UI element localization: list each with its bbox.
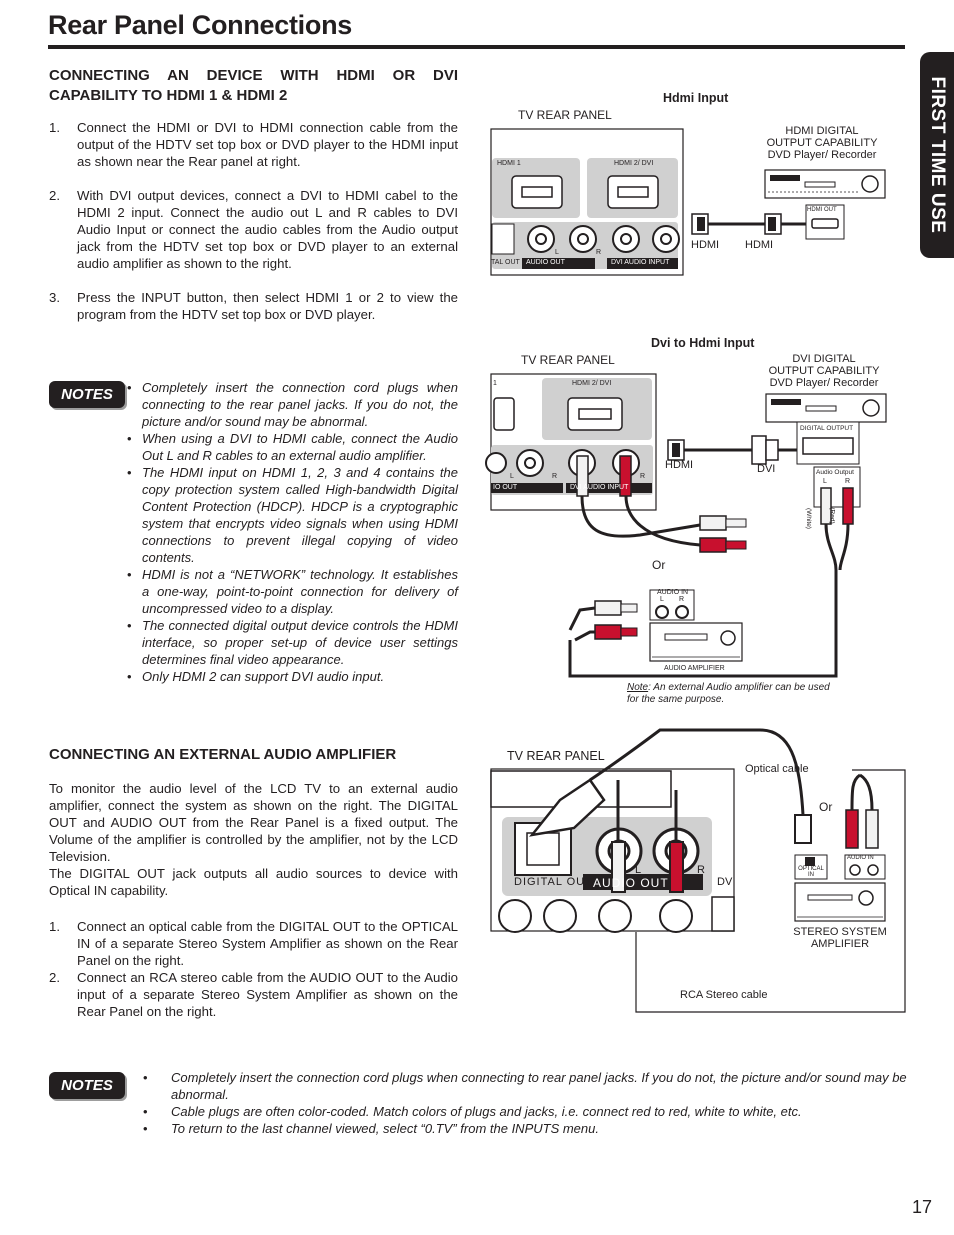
jack-l-label: L [660, 596, 664, 603]
white-label: (White) [804, 508, 812, 529]
digital-out-label: DIGITAL OUT [514, 876, 593, 888]
step-number: 1. [49, 919, 60, 934]
stereo-amplifier-caption [780, 926, 900, 950]
jack-l-label: L [510, 473, 514, 480]
jack-r-label: R [552, 473, 558, 480]
hdmi-plug-label: HDMI [691, 239, 720, 251]
red-label: (Red) [828, 507, 836, 524]
step-text: Connect an optical cable from the DIGITAL OUT to the OPTICAL IN of a separate Stereo System Amplifier as shown on the Rear Panel on the right. [77, 919, 458, 968]
dvi-diagram-title: Dvi to Hdmi Input [651, 336, 755, 350]
jack-l-label: L [635, 864, 642, 876]
bullet: • [143, 1104, 148, 1119]
hdmi-out-label: HDMI OUT [807, 207, 837, 213]
step-number: 2. [49, 188, 60, 203]
jack-r-label: R [679, 596, 685, 603]
amp-section-heading: CONNECTING AN EXTERNAL AUDIO AMPLIFIER [49, 746, 397, 763]
hdmi-diagram-title: Hdmi Input [663, 91, 729, 105]
caption-line: DVD Player/ Recorder [767, 149, 877, 161]
bullet: • [127, 618, 132, 633]
hdmi-section-heading: CONNECTING AN DEVICE WITH HDMI OR DVI CAPABILITY TO HDMI 1 & HDMI 2 [49, 67, 458, 104]
dv-label: DV [717, 876, 733, 888]
amp-paragraph: The DIGITAL OUT jack outputs all audio sources to device with Optical IN capability. [49, 866, 458, 898]
dvi-audio-input-label: DVI AUDIO INPUT [570, 484, 629, 491]
jack-r-label: R [845, 478, 851, 485]
jack-l-label: L [555, 249, 559, 256]
dvi-plug-label: DVI [757, 463, 776, 475]
tv-rear-panel-label: TV REAR PANEL [507, 749, 605, 763]
or-label: Or [652, 558, 666, 572]
hdmi1-label: 1 [493, 380, 497, 387]
optical-in-label: OPTICAL IN [798, 866, 824, 878]
note-label: Note [627, 682, 649, 693]
audio-amplifier-label: AUDIO AMPLIFIER [664, 665, 725, 672]
hdmi1-label: HDMI 1 [497, 160, 521, 167]
step-text: Connect the HDMI or DVI to HDMI connection cable from the output of the HDTV set top box or DVD player to the HDMI input as shown near the Rear panel at right. [77, 120, 458, 169]
digital-output-label: DIGITAL OUTPUT [800, 425, 854, 432]
note-text: Only HDMI 2 can support DVI audio input. [142, 669, 385, 684]
audio-in-label: AUDIO IN [657, 589, 689, 596]
note-text: Completely insert the connection cord plugs when connecting to rear panel jacks. If you do not, the picture and/or sound may be abnormal. [171, 1070, 907, 1102]
hdmi-plug-label: HDMI [665, 459, 694, 471]
caption-line: DVD Player/ Recorder [769, 377, 879, 389]
caption-line: DVI DIGITAL [792, 353, 856, 365]
bullet: • [143, 1121, 148, 1136]
step-text: With DVI output devices, connect a DVI to HDMI cabel to the HDMI 2 input. Connect the audio out L and R cables to DVI Audio Input or connect the audio cables from the Audio output jack from the HDTV set top box or DVD player to an external audio amplifier as shown to the right. [77, 188, 458, 271]
audio-in-label: AUDIO IN [847, 855, 874, 861]
audio-out-label: AUDIO OUT [526, 259, 565, 266]
caption-line: OUTPUT CAPABILITY [766, 137, 878, 149]
page-number: 17 [912, 1197, 933, 1217]
step-number: 3. [49, 290, 60, 305]
bullet: • [127, 567, 132, 582]
note-text: HDMI is not a “NETWORK” technology. It establishes a one-way, point-to-point connection for delivery of uncompressed video to a display. [142, 567, 458, 616]
note-text: When using a DVI to HDMI cable, connect the Audio Out L and R cables to an external audio amplifier. [142, 431, 458, 463]
note-text: Completely insert the connection cord plugs when connecting to the rear panel jacks. If you do not, the picture and/or sound may be abnormal. [142, 380, 458, 429]
bullet: • [143, 1070, 148, 1085]
caption-line: HDMI DIGITAL [785, 125, 859, 137]
step-text: Press the INPUT button, then select HDMI 1 or 2 to view the program from the HDTV set top box or DVD player. [77, 290, 458, 322]
or-label: Or [819, 800, 833, 814]
bullet: • [127, 431, 132, 446]
hdmi2-label: HDMI 2/ DVI [572, 380, 612, 387]
jack-r-label: R [596, 249, 602, 256]
hdmi2-label: HDMI 2/ DVI [614, 160, 654, 167]
page-title: Rear Panel Connections [48, 10, 352, 40]
note-text: Cable plugs are often color-coded. Match colors of plugs and jacks, i.e. connect red to red, white to white, etc. [171, 1104, 802, 1119]
audio-out-label: AUDIO OUT [593, 876, 669, 890]
bullet: • [127, 465, 132, 480]
audio-output-label: Audio Output [816, 469, 854, 476]
bullet: • [127, 669, 132, 684]
note-text: To return to the last channel viewed, select “0.TV” from the INPUTS menu. [171, 1121, 599, 1136]
tv-rear-panel-label: TV REAR PANEL [521, 353, 615, 367]
digital-out-label: TAL OUT [491, 259, 520, 266]
note-text: The HDMI input on HDMI 1, 2, 3 and 4 contains the copy protection system called High-bandwidth Digital Content Protection (HDCP). HDCP is a cryptographic system that encrypts video signals when using HDMI connections to prevent illegal copying of video contents. [142, 465, 458, 565]
note-text: The connected digital output device controls the HDMI interface, so proper set-up of device user settings determines final video appearance. [142, 618, 458, 667]
notes-badge: NOTES [49, 1072, 125, 1099]
dvi-audio-input-label: DVI AUDIO INPUT [611, 259, 670, 266]
step-number: 2. [49, 970, 60, 985]
caption-line: STEREO SYSTEM [793, 926, 887, 938]
jack-r-label: R [697, 864, 705, 876]
amp-paragraph: To monitor the audio level of the LCD TV to an external audio amplifier, connect the system as shown on the right. The DIGITAL OUT and AUDIO OUT from the Rear Panel is a fixed output. The Volume of the amplifier is controlled by the amplifier, not by the LCD Television. [49, 781, 458, 864]
hdmi-plug-label: HDMI [745, 239, 774, 251]
note-text: : An external Audio amplifier can be used for the same purpose. [627, 682, 830, 705]
jack-r-label: R [640, 473, 646, 480]
optical-cable-label: Optical cable [745, 763, 809, 775]
step-text: Connect an RCA stereo cable from the AUDIO OUT to the Audio input of a separate Stereo System Amplifier as shown on the Rear Panel on the right. [77, 970, 458, 1019]
bullet: • [127, 380, 132, 395]
jack-l-label: L [823, 478, 827, 485]
tv-rear-panel-label: TV REAR PANEL [518, 108, 612, 122]
step-number: 1. [49, 120, 60, 135]
side-tab-label: FIRST TIME USE [927, 76, 948, 234]
caption-line: OUTPUT CAPABILITY [768, 365, 880, 377]
caption-line: AMPLIFIER [810, 938, 870, 950]
audio-out-label: IO OUT [493, 484, 518, 491]
rca-cable-label: RCA Stereo cable [680, 989, 768, 1001]
notes-badge: NOTES [49, 381, 125, 408]
